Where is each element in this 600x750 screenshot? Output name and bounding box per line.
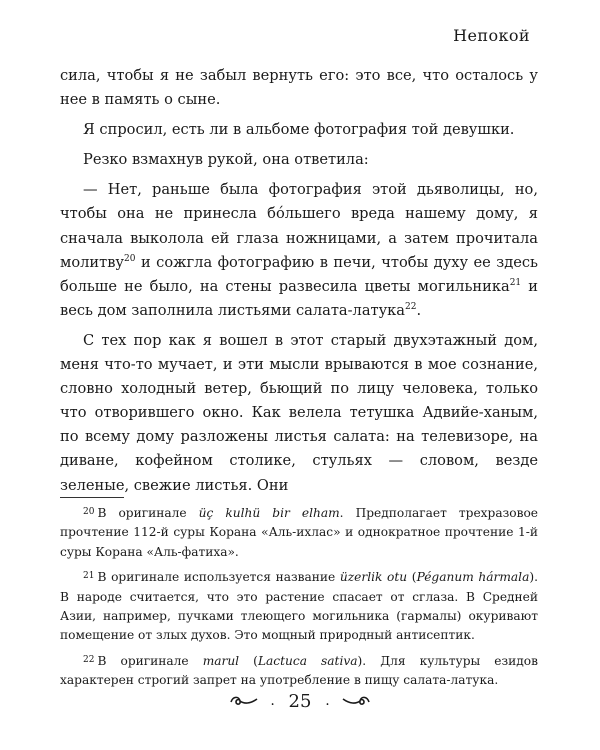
footnote-italic-term: üç kulhü bir elham xyxy=(198,506,340,520)
footnote-italic-term: Péganum hármala xyxy=(416,570,530,585)
footnote-italic-term: Lactuca sativa xyxy=(257,653,358,668)
body-text-run: . xyxy=(416,301,422,319)
body-paragraph xyxy=(60,118,538,142)
footnote-text-run: ). В народе считается, что это растение спасает от сглаза. В Средней Азии, например, пучками тлеющего могильника (гармалы) окуривают помещение от злых духов. Это мощный природный антисептик. xyxy=(60,570,538,643)
body-text-run: сила, чтобы я не забыл вернуть его: это все, что осталось у нее в память о сыне. xyxy=(60,67,538,109)
body-text-run: и весь дом заполнила листьями салата-латука xyxy=(60,277,538,319)
footnotes xyxy=(60,503,538,691)
footnote-text-run: . Предполагает трехразовое прочтение 112-й суры Корана «Аль-ихлас» и однократное прочтение 1-й суры Корана «Аль-фатиха». xyxy=(60,506,538,559)
body-text-run: Резко взмахнув рукой, она ответила: xyxy=(83,151,369,169)
body-text-run: и сожгла фотографию в печи, чтобы духу ее здесь больше не было, на стены развесила цветы могильника xyxy=(60,253,538,295)
running-head: Непокой xyxy=(453,26,530,45)
body-text-run: С тех пор как я вошел в этот старый двухэтажный дом, меня что-то мучает, и эти мысли врываются в мое сознание, словно холодный ветер, бьющий по лицу человека, только что отворившего окно. Как велела тетушка Адвийе-ханым, по всему дому разложены листья салата: на телевизоре, на диване, кофейном столике, стульях — словом, везде зеленые, свежие листья. Они xyxy=(60,331,538,494)
footnote-text-run: В оригинале используется название xyxy=(97,570,340,585)
folio-dot: . xyxy=(325,693,330,709)
body-text xyxy=(60,64,538,498)
footnote-text-run: ). Для культуры езидов характерен строгий запрет на употребление в пищу салата-латука. xyxy=(60,653,538,688)
footnote xyxy=(60,651,538,691)
footnote-reference[interactable]: 20 xyxy=(124,253,136,264)
folio-dot: . xyxy=(270,693,275,709)
footnote xyxy=(60,567,538,646)
page-number: 25 xyxy=(288,690,312,712)
swirl-ornament-icon xyxy=(229,691,259,712)
footnote-text-run: В оригинале xyxy=(97,506,199,520)
footnote-text-run: В оригинале xyxy=(97,653,203,668)
footnote-text-run: ( xyxy=(239,653,258,668)
body-text-run: — Нет, раньше была фотография этой дьяволицы, но, чтобы она не принесла бóльшего вреда нашему дому, я сначала выколола ей глаза ножницами, а затем прочитала молитву xyxy=(60,181,538,271)
body-text-run: Я спросил, есть ли в альбоме фотография той девушки. xyxy=(83,121,515,139)
footnote-number: 21 xyxy=(83,571,95,582)
footnote-number: 22 xyxy=(83,654,95,665)
footnote-italic-term: marul xyxy=(202,653,240,668)
footnote-text xyxy=(60,654,538,687)
footnote-reference[interactable]: 22 xyxy=(405,301,417,312)
body-paragraph xyxy=(60,178,538,323)
body-paragraph xyxy=(60,148,538,172)
footnote-text xyxy=(60,570,538,642)
footnote-text-run: ( xyxy=(407,570,417,585)
swirl-ornament-icon xyxy=(341,691,371,712)
footnote xyxy=(60,503,538,562)
footnote-separator xyxy=(60,497,124,498)
page-footer xyxy=(0,690,600,712)
footnote-text xyxy=(60,506,538,559)
body-paragraph xyxy=(60,64,538,112)
footnote-italic-term: üzerlik otu xyxy=(339,570,408,585)
footnote-reference[interactable]: 21 xyxy=(509,277,522,288)
body-paragraph xyxy=(60,329,538,498)
footnote-number: 20 xyxy=(83,507,95,517)
